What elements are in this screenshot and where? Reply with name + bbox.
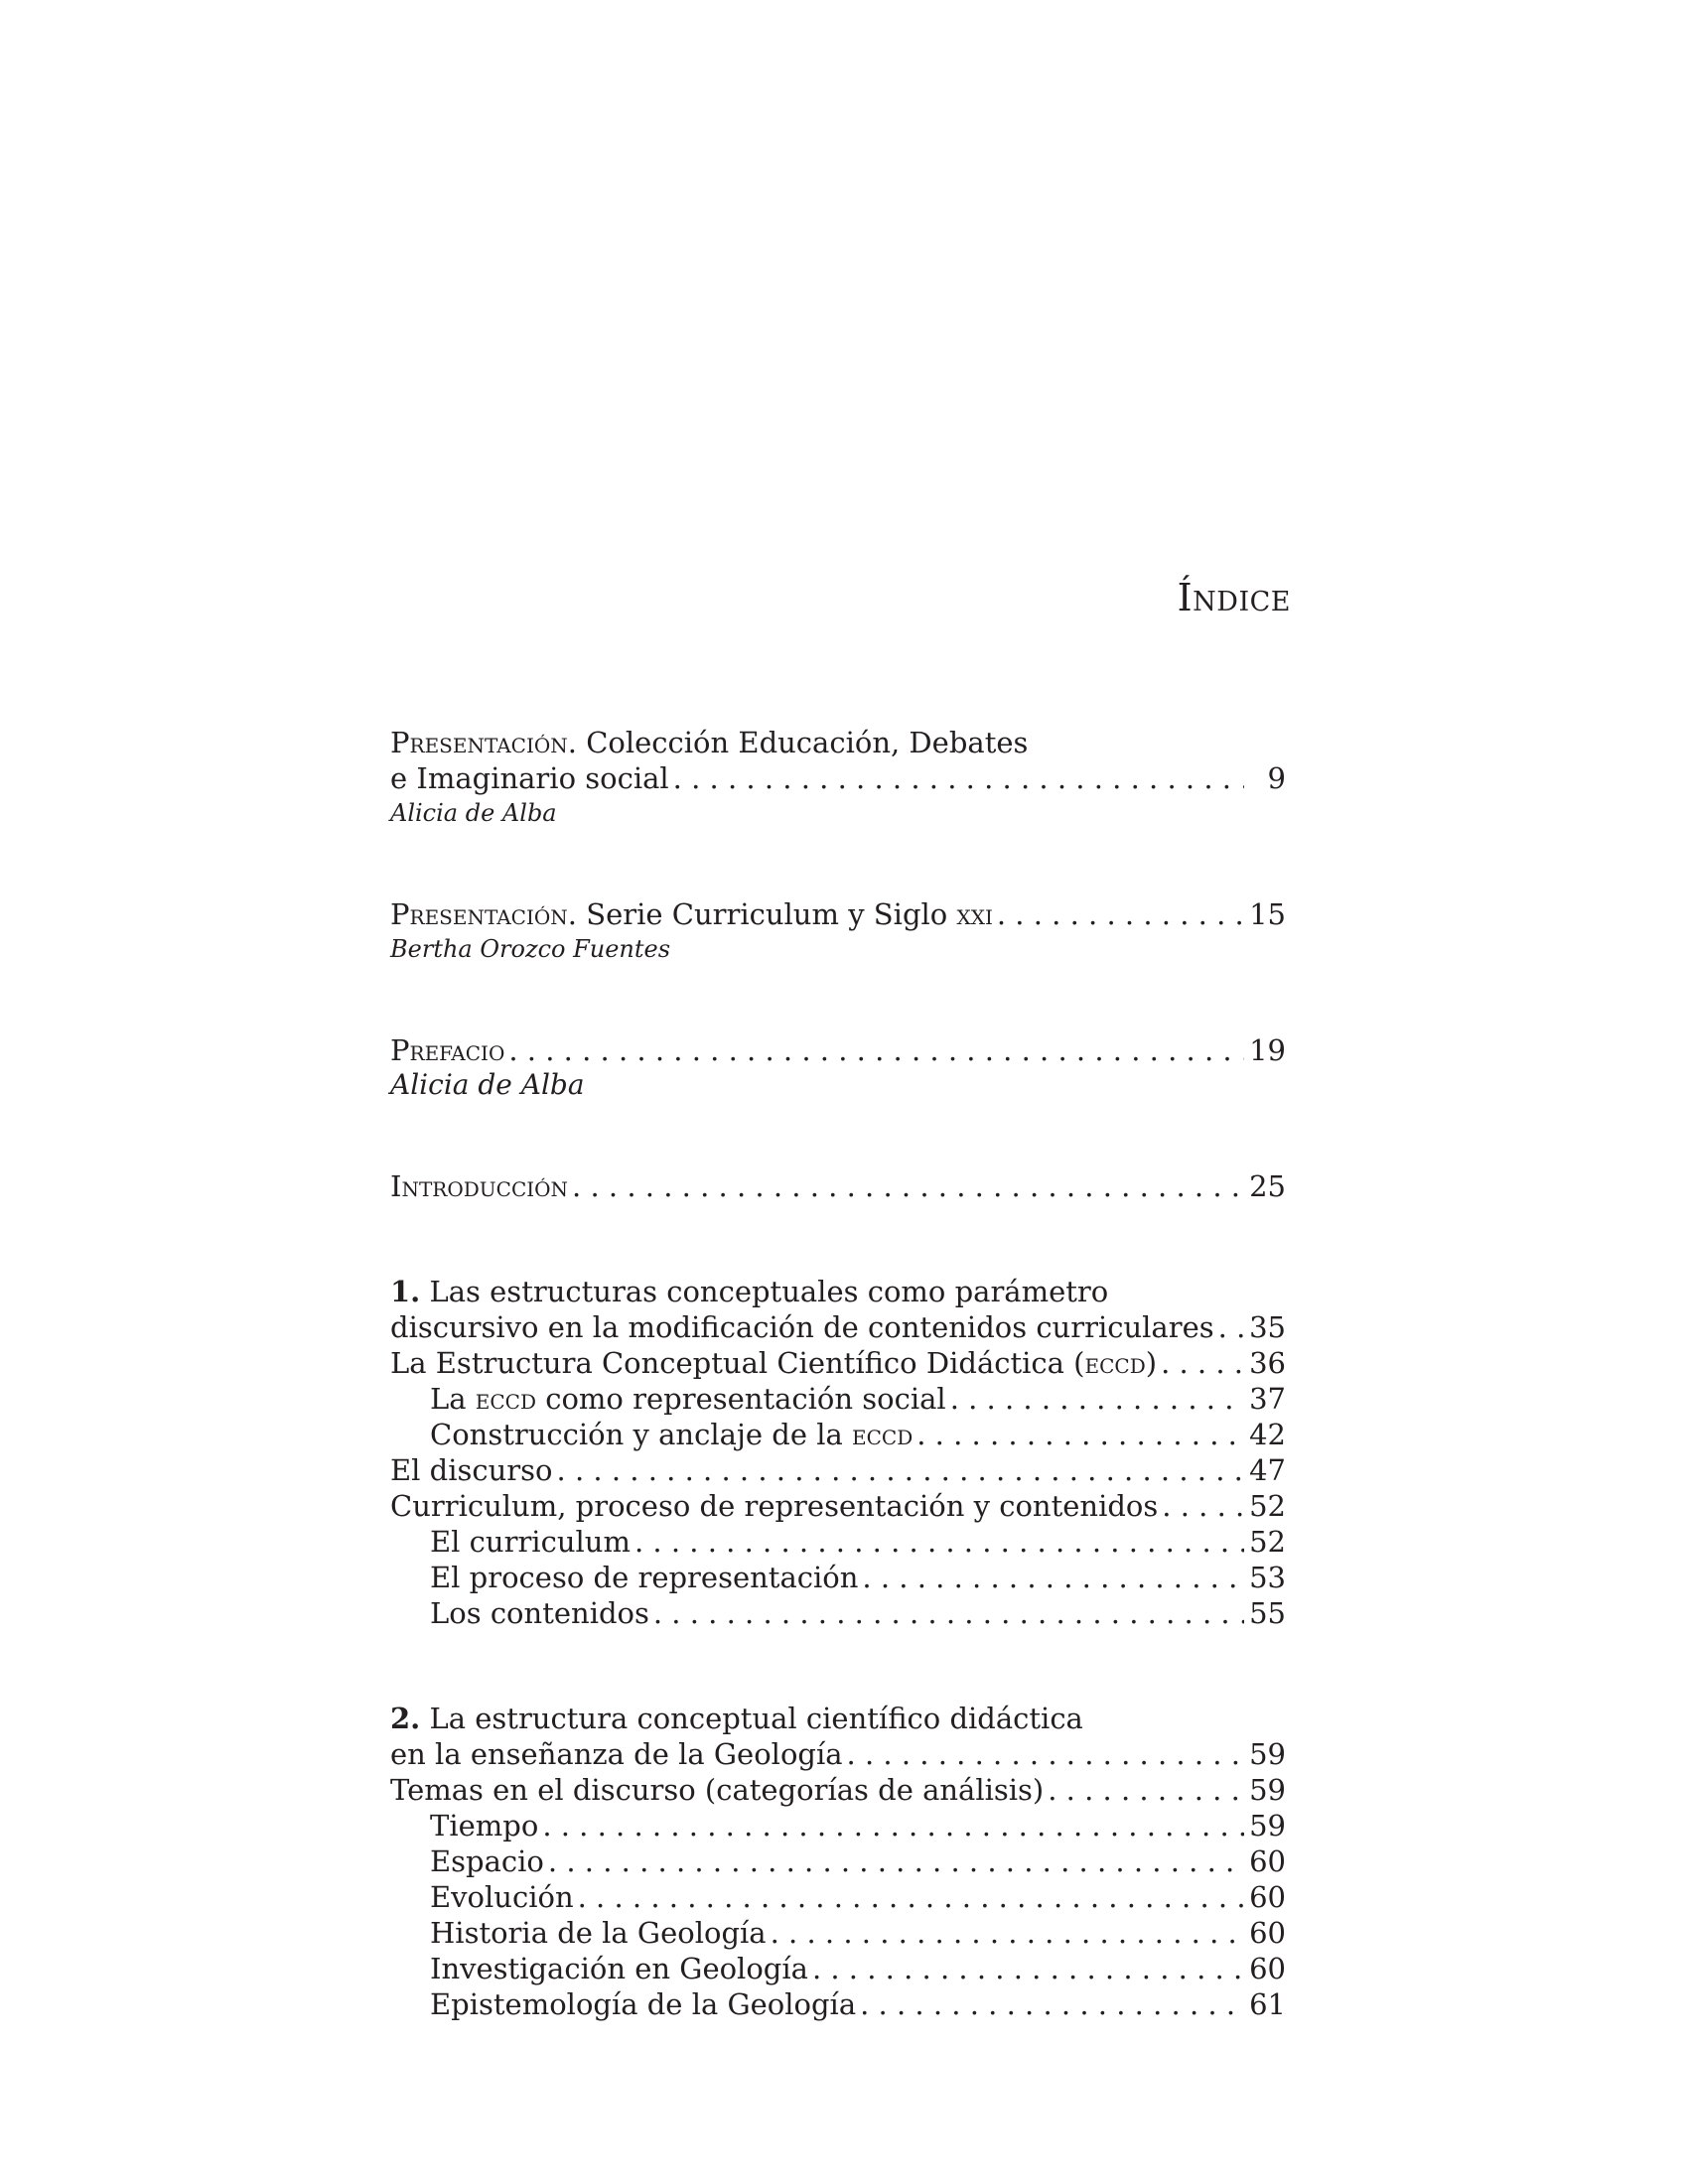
item-text: Epistemología de la Geología — [430, 1987, 857, 2021]
toc-line — [390, 725, 1286, 760]
leader-dots — [860, 1986, 1244, 2022]
toc-item[interactable] — [390, 1381, 1286, 1417]
leader-dots — [916, 1417, 1244, 1452]
leader-dots — [673, 760, 1244, 796]
toc-chapter-2[interactable] — [390, 1701, 1286, 2022]
leader-dots — [653, 1595, 1244, 1631]
item-text: Temas en el discurso (categorías de análisis) — [390, 1773, 1045, 1807]
page-number: 9 — [1267, 761, 1286, 795]
leader-dots — [1162, 1488, 1244, 1524]
toc-item[interactable] — [390, 1488, 1286, 1524]
page-number: 47 — [1249, 1453, 1286, 1487]
toc-item[interactable] — [390, 1915, 1286, 1951]
leader-dots — [1161, 1345, 1244, 1381]
item-text: El proceso de representación — [430, 1561, 859, 1594]
leader-dots — [634, 1524, 1244, 1560]
item-text: Los contenidos — [430, 1596, 649, 1630]
toc-item[interactable] — [390, 1843, 1286, 1879]
section-label: Presentación. — [390, 897, 577, 931]
page-number: 37 — [1249, 1382, 1286, 1416]
page-number: 59 — [1249, 1773, 1286, 1807]
toc-item[interactable] — [390, 1879, 1286, 1915]
toc-item[interactable] — [390, 1452, 1286, 1488]
leader-dots — [1218, 1309, 1244, 1345]
entry-title-sc: xxi — [956, 897, 993, 931]
entry-title: Colección Educación, Debates — [576, 726, 1029, 759]
leader-dots — [812, 1951, 1244, 1986]
leader-dots — [572, 1168, 1244, 1204]
entry-author: Alicia de Alba — [390, 799, 557, 827]
page-title: Índice — [1177, 576, 1291, 619]
item-text: La Estructura Conceptual Científico Didáctica ( — [390, 1346, 1085, 1380]
section-label: Prefacio — [390, 1033, 505, 1067]
item-text: El curriculum — [430, 1525, 631, 1559]
page-number: 61 — [1249, 1987, 1286, 2021]
entry-author: Bertha Orozco Fuentes — [390, 935, 671, 963]
chapter-title-cont: en la enseñanza de la Geología — [390, 1737, 843, 1771]
item-text: ) — [1145, 1346, 1158, 1380]
leader-dots — [542, 1808, 1244, 1843]
toc-item[interactable] — [390, 1560, 1286, 1595]
toc-item[interactable] — [390, 1345, 1286, 1381]
item-text: Historia de la Geología — [430, 1916, 767, 1950]
section-label: Introducción — [390, 1169, 569, 1203]
toc-item[interactable] — [390, 1772, 1286, 1808]
table-of-contents — [390, 725, 1286, 2022]
toc-item[interactable] — [390, 1986, 1286, 2022]
page-number: 19 — [1249, 1033, 1286, 1067]
item-text: Tiempo — [430, 1809, 539, 1843]
toc-entry-prefacio[interactable] — [390, 1032, 1286, 1102]
entry-title-cont: e Imaginario social — [390, 761, 669, 795]
chapter-number: 2. — [390, 1702, 421, 1735]
leader-dots — [997, 896, 1244, 932]
leader-dots — [771, 1915, 1244, 1951]
item-text: como representación social — [536, 1382, 946, 1416]
page-number: 42 — [1249, 1418, 1286, 1451]
toc-entry-presentacion-serie[interactable] — [390, 896, 1286, 966]
leader-dots — [847, 1736, 1244, 1772]
toc-entry-presentacion-coleccion[interactable] — [390, 725, 1286, 830]
page-number: 15 — [1249, 897, 1286, 931]
item-text: Evolución — [430, 1880, 574, 1914]
chapter-title-cont: discursivo en la modificación de contenidos curriculares — [390, 1310, 1214, 1344]
leader-dots — [557, 1452, 1244, 1488]
page-number: 35 — [1249, 1310, 1286, 1344]
chapter-title: La estructura conceptual científico didáctica — [420, 1702, 1083, 1735]
toc-line — [390, 1274, 1286, 1309]
toc-item[interactable] — [390, 1951, 1286, 1986]
item-text: El discurso — [390, 1453, 553, 1487]
item-abbr: eccd — [475, 1382, 537, 1416]
page-number: 36 — [1249, 1346, 1286, 1380]
item-text: La — [430, 1382, 476, 1416]
item-abbr: eccd — [852, 1418, 914, 1451]
page-number: 53 — [1249, 1561, 1286, 1594]
toc-item[interactable] — [390, 1524, 1286, 1560]
page-number: 52 — [1249, 1489, 1286, 1523]
toc-line — [390, 1309, 1286, 1345]
toc-chapter-1[interactable] — [390, 1274, 1286, 1631]
chapter-title: Las estructuras conceptuales como parámetro — [420, 1275, 1109, 1308]
section-label: Presentación. — [390, 726, 577, 759]
page-number: 60 — [1249, 1952, 1286, 1985]
leader-dots — [862, 1560, 1244, 1595]
toc-line — [390, 1736, 1286, 1772]
chapter-number: 1. — [390, 1275, 421, 1308]
toc-line — [390, 760, 1286, 796]
page-number: 59 — [1249, 1737, 1286, 1771]
page-number: 60 — [1249, 1844, 1286, 1878]
leader-dots — [548, 1843, 1244, 1879]
toc-item[interactable] — [390, 1808, 1286, 1843]
toc-line — [390, 1032, 1286, 1068]
toc-line — [390, 1168, 1286, 1204]
item-abbr: eccd — [1084, 1346, 1146, 1380]
toc-line — [390, 1701, 1286, 1736]
item-text: Espacio — [430, 1844, 544, 1878]
item-text: Curriculum, proceso de representación y contenidos — [390, 1489, 1159, 1523]
entry-title: Serie Curriculum y Siglo — [576, 897, 957, 931]
leader-dots — [508, 1032, 1244, 1068]
item-text: Investigación en Geología — [430, 1952, 808, 1985]
toc-entry-introduccion[interactable] — [390, 1168, 1286, 1204]
leader-dots — [950, 1381, 1244, 1417]
page-number: 55 — [1249, 1596, 1286, 1630]
page-number: 59 — [1249, 1809, 1286, 1843]
toc-item[interactable] — [390, 1595, 1286, 1631]
leader-dots — [578, 1879, 1244, 1915]
page-number: 60 — [1249, 1880, 1286, 1914]
page-number: 52 — [1249, 1525, 1286, 1559]
toc-line — [390, 896, 1286, 932]
item-text: Construcción y anclaje de la — [430, 1418, 852, 1451]
leader-dots — [1048, 1772, 1244, 1808]
page-number: 60 — [1249, 1916, 1286, 1950]
page-number: 25 — [1249, 1169, 1286, 1203]
toc-item[interactable] — [390, 1417, 1286, 1452]
entry-author: Alicia de Alba — [390, 1068, 585, 1101]
